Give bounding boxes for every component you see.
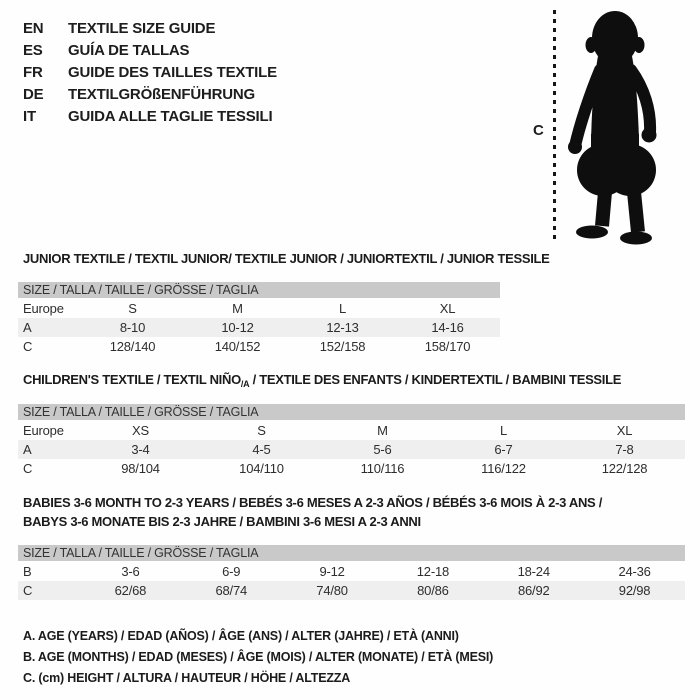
cell: 10-12 <box>221 320 254 335</box>
cell: 68/74 <box>215 583 248 598</box>
language-code: ES <box>23 41 43 59</box>
junior-section-title: JUNIOR TEXTILE / TEXTIL JUNIOR/ TEXTILE JUNIOR / JUNIORTEXTIL / JUNIOR TESSILE <box>23 251 550 266</box>
babies-title-line2: BABYS 3-6 MONATE BIS 2-3 JAHRE / BAMBINI 3-6 MESI A 2-3 ANNI <box>23 514 421 529</box>
dashed-measure-line <box>553 10 556 244</box>
footnote-b: B. AGE (MONTHS) / EDAD (MESES) / ÂGE (MOIS) / ALTER (MONATE) / ETÀ (MESI) <box>23 650 494 664</box>
language-code: FR <box>23 63 43 81</box>
cell: 80/86 <box>417 583 449 598</box>
cell: 9-12 <box>319 564 345 579</box>
cell: 110/116 <box>360 461 405 476</box>
cell: 5-6 <box>373 442 392 457</box>
language-row-de <box>23 83 277 105</box>
row-label: C <box>23 461 33 476</box>
cell: 3-6 <box>121 564 140 579</box>
cell: L <box>499 423 508 438</box>
language-row-it <box>23 105 277 127</box>
cell: 12-18 <box>416 564 450 579</box>
cell: 86/92 <box>517 583 550 598</box>
cell: M <box>232 301 243 316</box>
row-label: B <box>23 564 32 579</box>
language-code: IT <box>23 107 36 125</box>
table-row-age <box>18 318 500 337</box>
cell: 3-4 <box>131 442 150 457</box>
table-row-height <box>18 581 685 600</box>
babies-size-table <box>18 545 685 600</box>
cell: XL <box>616 423 633 438</box>
childrens-title-main: CHILDREN'S TEXTILE / TEXTIL NIÑO <box>23 372 241 387</box>
cell: 62/68 <box>114 583 147 598</box>
footnote-a: A. AGE (YEARS) / EDAD (AÑOS) / ÂGE (ANS) / ALTER (JAHRE) / ETÀ (ANNI) <box>23 629 459 643</box>
table-row-europe <box>18 299 500 318</box>
babies-section-title <box>23 493 602 531</box>
cell: 4-5 <box>252 442 271 457</box>
height-measure-figure <box>505 0 700 255</box>
table-row-europe <box>18 421 685 440</box>
cell: 74/80 <box>316 583 348 598</box>
childrens-size-table <box>18 404 685 478</box>
toddler-silhouette-icon <box>558 8 673 245</box>
row-label: A <box>23 320 32 335</box>
cell: 6-9 <box>222 564 241 579</box>
cell: 24-36 <box>618 564 651 579</box>
cell: XL <box>439 301 456 316</box>
cell: 18-24 <box>517 564 550 579</box>
language-label: TEXTILE SIZE GUIDE <box>68 19 216 37</box>
cell: S <box>257 423 266 438</box>
measure-c-label: C <box>533 122 544 139</box>
cell: S <box>128 301 137 316</box>
cell: 6-7 <box>494 442 513 457</box>
language-label: GUIDA ALLE TAGLIE TESSILI <box>68 107 273 125</box>
cell: 92/98 <box>618 583 651 598</box>
cell: 12-13 <box>326 320 359 335</box>
table-row-months <box>18 562 685 581</box>
childrens-title-rest: / TEXTILE DES ENFANTS / KINDERTEXTIL / BAMBINI TESSILE <box>249 372 622 387</box>
cell: 98/104 <box>121 461 160 476</box>
footnote-c: C. (cm) HEIGHT / ALTURA / HAUTEUR / HÖHE / ALTEZZA <box>23 671 351 685</box>
language-row-es <box>23 39 277 61</box>
cell: 152/158 <box>319 339 366 354</box>
row-label: Europe <box>23 301 64 316</box>
cell: L <box>338 301 347 316</box>
size-header-text: SIZE / TALLA / TAILLE / GRÖSSE / TAGLIA <box>23 283 259 297</box>
childrens-section-title <box>23 370 621 394</box>
language-row-fr <box>23 61 277 83</box>
cell: M <box>377 423 388 438</box>
language-code: EN <box>23 19 44 37</box>
size-header-text: SIZE / TALLA / TAILLE / GRÖSSE / TAGLIA <box>23 546 259 560</box>
cell: 122/128 <box>601 461 648 476</box>
cell: 116/122 <box>481 461 526 476</box>
language-label: GUIDE DES TAILLES TEXTILE <box>68 63 277 81</box>
language-code: DE <box>23 85 44 103</box>
row-label: Europe <box>23 423 64 438</box>
language-row-en <box>23 17 277 39</box>
size-header-text: SIZE / TALLA / TAILLE / GRÖSSE / TAGLIA <box>23 405 259 419</box>
table-row-height <box>18 459 685 478</box>
childrens-title-subscript: /A <box>240 379 250 389</box>
size-header-band <box>18 545 685 561</box>
cell: 8-10 <box>119 320 146 335</box>
cell: 14-16 <box>431 320 464 335</box>
cell: 104/110 <box>239 461 284 476</box>
size-header-band <box>18 404 685 420</box>
table-row-height <box>18 337 500 356</box>
cell: 128/140 <box>109 339 156 354</box>
cell: XS <box>132 423 149 438</box>
row-label: C <box>23 583 33 598</box>
cell: 158/170 <box>424 339 471 354</box>
junior-size-table <box>18 282 500 356</box>
language-label: GUÍA DE TALLAS <box>68 41 190 59</box>
table-row-age <box>18 440 685 459</box>
babies-title-line1: BABIES 3-6 MONTH TO 2-3 YEARS / BEBÉS 3-6 MESES A 2-3 AÑOS / BÉBÉS 3-6 MOIS À 2-3 ANS / <box>23 495 603 510</box>
cell: 140/152 <box>214 339 261 354</box>
language-label: TEXTILGRÖßENFÜHRUNG <box>68 85 256 103</box>
row-label: A <box>23 442 32 457</box>
size-header-band <box>18 282 500 298</box>
language-list <box>23 17 277 127</box>
row-label: C <box>23 339 33 354</box>
cell: 7-8 <box>615 442 634 457</box>
footnotes <box>23 626 493 689</box>
